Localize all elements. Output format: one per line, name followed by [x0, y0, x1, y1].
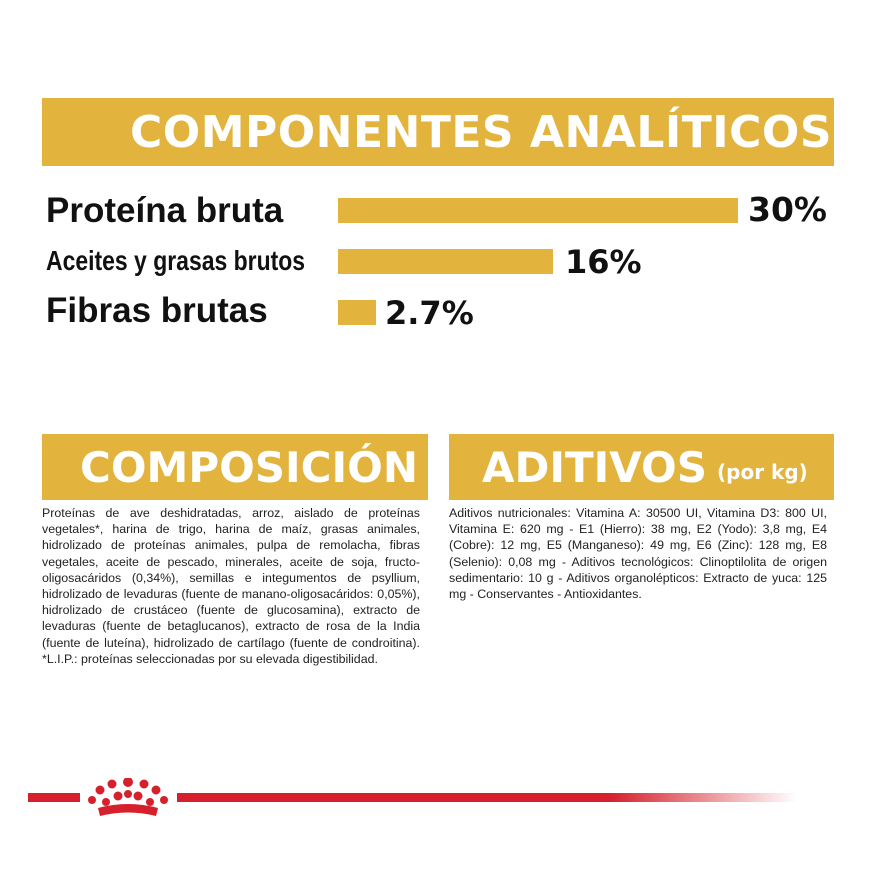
analitico-value: 16%	[565, 243, 642, 281]
analitico-row-proteina	[46, 188, 283, 234]
analitico-bar-aceites	[338, 249, 553, 274]
composicion-banner	[42, 434, 428, 500]
composicion-title: COMPOSICIÓN	[80, 442, 418, 492]
analitico-value: 30%	[748, 190, 827, 229]
analitico-bar-proteina	[338, 198, 738, 223]
footer-red-line-right	[177, 793, 797, 802]
analitico-row-aceites	[46, 243, 362, 279]
analitico-value: 2.7%	[385, 294, 474, 332]
analitico-label: Fibras brutas	[46, 291, 268, 330]
analitico-label: Proteína bruta	[46, 191, 284, 230]
aditivos-title: ADITIVOS	[482, 442, 707, 492]
analitico-label: Aceites y grasas brutos	[46, 245, 306, 276]
composicion-text: Proteínas de ave deshidratadas, arroz, aislado de proteínas vegetales*, harina de trigo, harina de maíz, grasas animales, hidrolizado de proteínas animales, pulpa de remolacha, fibras vegetales, aceite de pescado, minerales, aceite de soja, fructo-oligosacáridos (0,34%), semillas e integumentos de psyllium, hidrolizado de levaduras (fuente de manano-oligosacáridos: 0,05%), hidrolizado de crustáceo (fuente de glucosamina), extracto de levaduras (fuente de betaglucanos), extracto de rosa de la India (fuente de luteína), hidrolizado de cartílago (fuente de condroitina). *L.I.P.: proteínas seleccionadas por su elevada digestibilidad.	[42, 506, 420, 666]
analitico-row-fibras	[46, 288, 268, 334]
aditivos-unit: (por kg)	[717, 460, 808, 484]
royal-canin-crown-icon	[84, 778, 172, 820]
aditivos-banner	[449, 434, 834, 500]
analiticos-banner	[42, 98, 834, 166]
analitico-bar-fibras	[338, 300, 376, 325]
footer-red-line-left	[28, 793, 80, 802]
analiticos-title: COMPONENTES ANALÍTICOS	[130, 106, 833, 158]
aditivos-text: Aditivos nutricionales: Vitamina A: 30500 UI, Vitamina D3: 800 UI, Vitamina E: 620 mg - E1 (Hierro): 38 mg, E2 (Yodo): 3,8 mg, E4 (Cobre): 12 mg, E5 (Manganeso): 49 mg, E6 (Zinc): 128 mg, E8 (Selenio): 0,08 mg - Aditivos tecnológicos: Clinoptilolita de origen sedimentario: 10 g - Aditivos organolépticos: Extracto de yuca: 125 mg - Conservantes - Antioxidantes.	[449, 506, 827, 602]
